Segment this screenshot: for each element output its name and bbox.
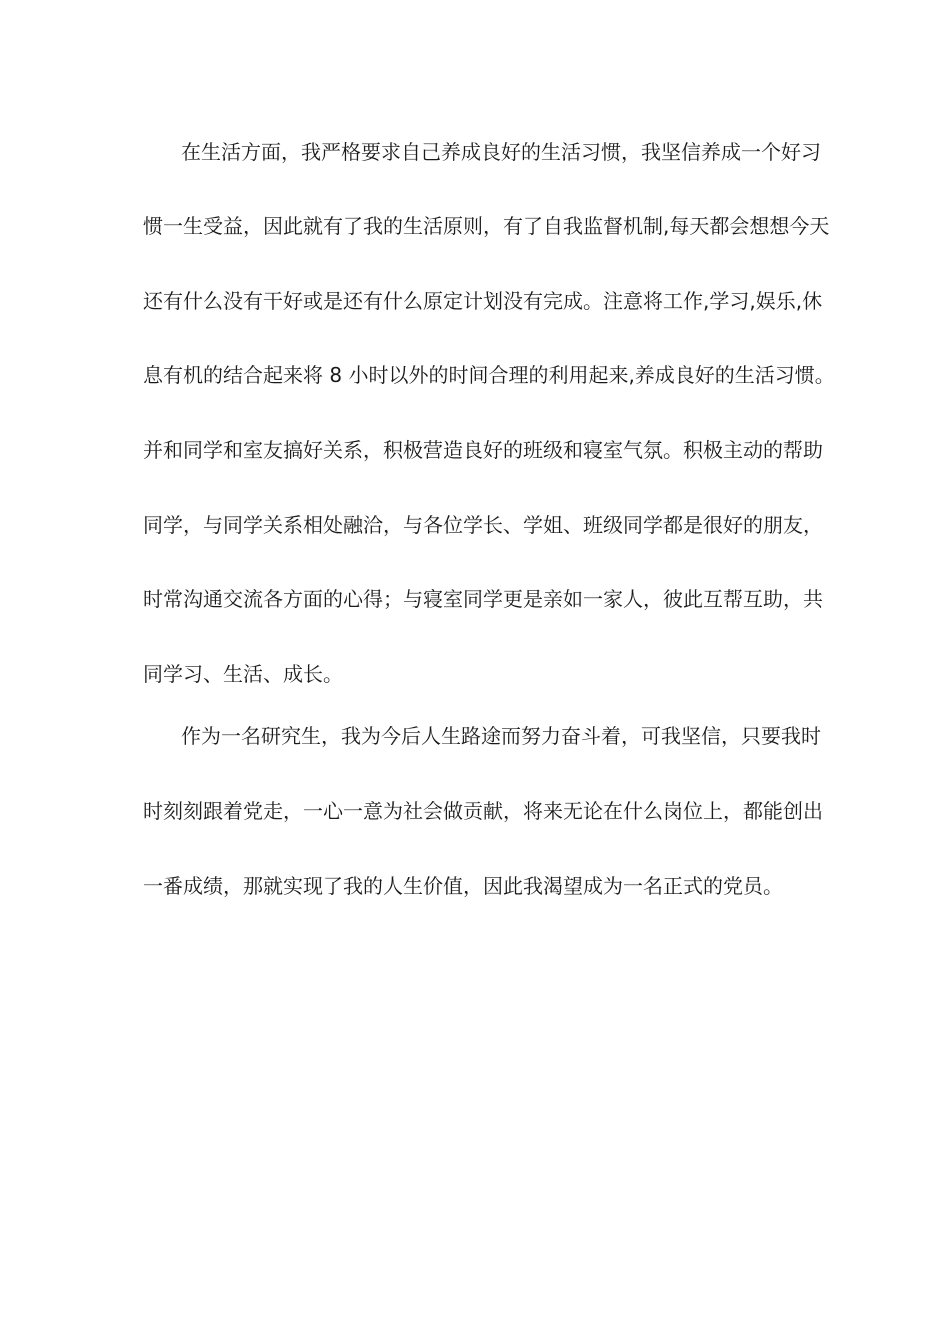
paragraph-line: 息有机的结合起来将 8 小时以外的时间合理的利用起来,养成良好的生活习惯。 <box>143 363 835 387</box>
paragraph-line: 在生活方面，我严格要求自己养成良好的生活习惯，我坚信养成一个好习 <box>181 140 821 164</box>
paragraph-line: 一番成绩，那就实现了我的人生价值，因此我渴望成为一名正式的党员。 <box>143 874 783 898</box>
paragraph-line: 作为一名研究生，我为今后人生路途而努力奋斗着，可我坚信，只要我时 <box>181 724 821 748</box>
paragraph-line: 时常沟通交流各方面的心得；与寝室同学更是亲如一家人，彼此互帮互助，共 <box>143 587 823 611</box>
paragraph-line: 还有什么没有干好或是还有什么原定计划没有完成。注意将工作,学习,娱乐,休 <box>143 289 823 313</box>
paragraph-line: 时刻刻跟着党走，一心一意为社会做贡献，将来无论在什么岗位上，都能创出 <box>143 799 823 823</box>
paragraph-line: 同学习、生活、成长。 <box>143 662 343 686</box>
paragraph-line: 惯一生受益，因此就有了我的生活原则，有了自我监督机制,每天都会想想今天 <box>143 214 830 238</box>
paragraph-line: 同学，与同学关系相处融洽，与各位学长、学姐、班级同学都是很好的朋友， <box>143 513 823 537</box>
paragraph-line: 并和同学和室友搞好关系，积极营造良好的班级和寝室气氛。积极主动的帮助 <box>143 438 823 462</box>
